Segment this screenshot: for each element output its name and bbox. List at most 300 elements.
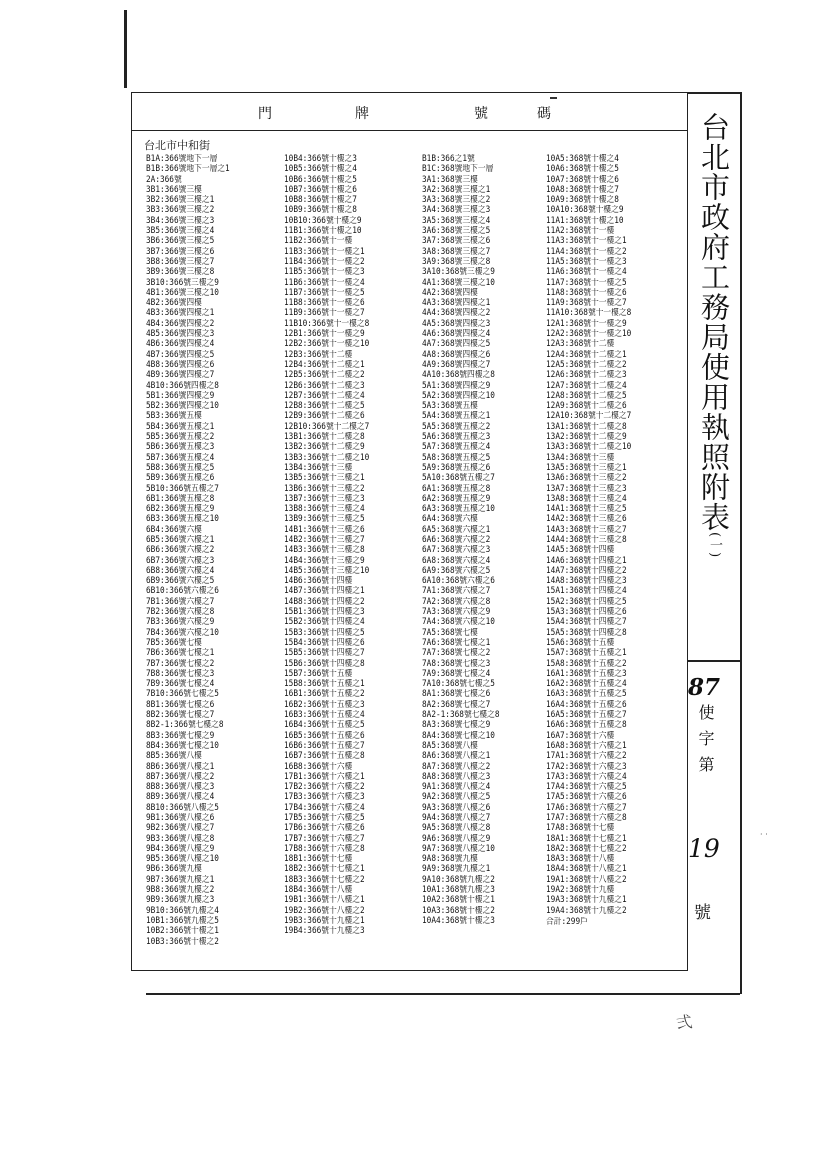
- address-entry: 13B6:366號十三樓之2: [284, 483, 365, 494]
- address-entry: 19B2:366號十八樓之2: [284, 905, 365, 916]
- license-year: 87: [688, 674, 721, 701]
- address-entry: 19B1:366號十八樓之1: [284, 895, 365, 906]
- address-table-frame: [131, 92, 688, 971]
- address-entry: 15B6:366號十四樓之8: [284, 658, 365, 669]
- address-entry: 15A7:368號十五樓之1: [546, 648, 627, 659]
- address-entry: 9B7:366號九樓之1: [146, 874, 215, 885]
- address-entry: 3B7:366號三樓之6: [146, 246, 215, 257]
- address-entry: 11B1:366號十樓之10: [284, 226, 362, 237]
- address-entry: 16A7:368號十六樓: [546, 730, 615, 741]
- address-entry: 12A9:368號十二樓之6: [546, 401, 627, 412]
- address-entry: 7A5:368號七樓: [422, 627, 478, 638]
- address-entry: 12B5:366號十二樓之2: [284, 370, 365, 381]
- address-entry: 18A4:368號十八樓之1: [546, 864, 627, 875]
- address-entry: 8A7:368號八樓之2: [422, 761, 491, 772]
- address-entry: 19B3:366號十九樓之1: [284, 915, 365, 926]
- address-entry: 12A1:368號十一樓之9: [546, 318, 627, 329]
- address-entry: 5A1:368號四樓之9: [422, 380, 491, 391]
- address-entry: 9B10:366號九樓之4: [146, 905, 219, 916]
- address-entry: 12A7:368號十二樓之4: [546, 380, 627, 391]
- address-entry: 14B3:366號十三樓之8: [284, 545, 365, 556]
- address-entry: 15A3:368號十四樓之6: [546, 607, 627, 618]
- address-entry: 17A1:368號十六樓之2: [546, 751, 627, 762]
- address-entry: B1A:366號地下一層: [146, 154, 218, 164]
- address-entry: 4A9:368號四樓之7: [422, 359, 491, 370]
- address-entry: 6A1:368號五樓之8: [422, 483, 491, 494]
- address-entry: 7A7:368號七樓之2: [422, 648, 491, 659]
- address-entry: 17B5:366號十六樓之5: [284, 813, 365, 823]
- address-entry: 14B2:366號十三樓之7: [284, 534, 365, 545]
- address-entry: 3A8:368號三樓之7: [422, 246, 491, 257]
- divider-line-bottom: [146, 993, 740, 995]
- address-entry: B1B:366之1號: [422, 154, 475, 164]
- address-entry: 7B2:366號六樓之8: [146, 607, 215, 618]
- address-entry: 12B8:366號十二樓之5: [284, 401, 365, 412]
- address-entry: 4A3:368號四樓之1: [422, 298, 491, 309]
- address-entry: 15B3:366號十四樓之5: [284, 627, 365, 638]
- address-entry: 18B1:366號十七樓: [284, 854, 353, 865]
- address-entry: 17B3:366號十六樓之3: [284, 792, 365, 803]
- address-entry: 15A1:368號十四樓之4: [546, 586, 627, 597]
- address-entry: 14B8:366號十四樓之2: [284, 596, 365, 607]
- address-entry: 10B1:366號九樓之5: [146, 915, 219, 926]
- address-entry: 9A4:368號八樓之7: [422, 813, 491, 823]
- address-entry: 10A3:368號十樓之2: [422, 905, 495, 916]
- address-entry: 17A5:368號十六樓之6: [546, 792, 627, 803]
- address-entry: 11B6:366號十一樓之4: [284, 277, 365, 288]
- address-entry: 6A3:368號五樓之10: [422, 504, 495, 515]
- address-entry: 12A6:368號十二樓之3: [546, 370, 627, 381]
- address-entry: 18A2:368號十七樓之2: [546, 843, 627, 854]
- header-label-number: 號: [474, 106, 489, 122]
- address-entry: 10B3:366號十樓之2: [146, 936, 219, 947]
- address-entry: 13B3:366號十二樓之10: [284, 452, 370, 463]
- document-title: [690, 112, 738, 558]
- address-entry: 3A5:368號三樓之4: [422, 215, 491, 226]
- address-entry: 10A8:368號十樓之7: [546, 184, 619, 195]
- address-entry: 16B2:366號十五樓之3: [284, 699, 365, 710]
- address-entry: 17B7:366號十六樓之7: [284, 833, 365, 844]
- address-entry: 15B2:366號十四樓之4: [284, 617, 365, 628]
- address-entry: 7A8:368號七樓之3: [422, 658, 491, 669]
- address-entry: 8B2:366號七樓之7: [146, 710, 215, 721]
- address-entry: 13A3:368號十二樓之10: [546, 442, 632, 453]
- address-entry: 7B10:366號七樓之5: [146, 689, 219, 700]
- address-entry: B1C:368號地下一層: [422, 164, 494, 175]
- address-entry: 4B10:366號四樓之8: [146, 380, 219, 391]
- address-entry: 9A5:368號八樓之8: [422, 823, 491, 834]
- address-entry: 6A7:368號六樓之3: [422, 545, 491, 556]
- address-entry: 11A4:368號十一樓之2: [546, 246, 627, 257]
- street-name: 台北市中和街: [144, 139, 210, 152]
- address-entry: 13B7:366號十三樓之3: [284, 493, 365, 504]
- address-entry: 16B1:366號十五樓之2: [284, 689, 365, 700]
- address-entry: 4B9:366號四樓之7: [146, 370, 215, 381]
- address-entry: 3B3:366號三樓之2: [146, 205, 215, 216]
- address-entry: 3A2:368號三樓之1: [422, 184, 491, 195]
- address-entry: 3B4:366號三樓之3: [146, 215, 215, 226]
- address-entry: 14A1:368號十三樓之5: [546, 504, 627, 515]
- address-entry: 6A6:368號六樓之2: [422, 534, 491, 545]
- address-entry: 13A5:368號十三樓之1: [546, 462, 627, 473]
- address-entry: 17B8:366號十六樓之8: [284, 843, 365, 854]
- license-label: 使字第: [696, 704, 715, 782]
- address-entry: 6A9:368號六樓之5: [422, 565, 491, 576]
- address-entry: 16B5:366號十五樓之6: [284, 730, 365, 741]
- address-entry: 6A8:368號六樓之4: [422, 555, 491, 566]
- address-entry: 15B5:366號十四樓之7: [284, 648, 365, 659]
- address-entry: 17A4:368號十六樓之5: [546, 782, 627, 793]
- address-entry: 11A5:368號十一樓之3: [546, 256, 627, 267]
- address-entry: 7A6:368號七樓之1: [422, 637, 491, 648]
- address-entry: 6B4:366號六樓: [146, 524, 202, 535]
- address-entry: 12A5:368號十二樓之2: [546, 359, 627, 370]
- address-entry: 6B7:366號六樓之3: [146, 555, 215, 566]
- address-entry: 11B10:366號十一樓之8: [284, 318, 370, 329]
- address-entry: 9A1:368號八樓之4: [422, 782, 491, 793]
- address-entry: 9A10:368號九樓之2: [422, 874, 495, 885]
- address-entry: 10B7:366號十樓之6: [284, 184, 357, 195]
- address-entry: 3A9:368號三樓之8: [422, 256, 491, 267]
- address-entry: 11A9:368號十一樓之7: [546, 298, 627, 309]
- address-entry: 16A8:368號十六樓之1: [546, 740, 627, 751]
- address-entry: 14B5:366號十三樓之10: [284, 565, 370, 576]
- address-entry: 10B5:366號十樓之4: [284, 164, 357, 175]
- scan-edge-mark: [124, 10, 127, 88]
- address-entry: 16B6:366號十五樓之7: [284, 740, 365, 751]
- address-entry: 7B4:366號六樓之10: [146, 627, 219, 638]
- address-entry: 9B5:366號八樓之10: [146, 854, 219, 865]
- address-entry: 10B9:366號十樓之8: [284, 205, 357, 216]
- address-entry: 11A6:368號十一樓之4: [546, 267, 627, 278]
- address-entry: 17A2:368號十六樓之3: [546, 761, 627, 772]
- address-entry: 8B9:366號八樓之4: [146, 792, 215, 803]
- address-entry: 13B9:366號十三樓之5: [284, 514, 365, 525]
- document-title-text: 台北市政府工務局使用執照附表: [697, 112, 731, 532]
- address-entry: 10A1:368號九樓之3: [422, 885, 495, 896]
- address-entry: 9B4:366號八樓之9: [146, 843, 215, 854]
- address-entry: 8B7:366號八樓之2: [146, 771, 215, 782]
- address-entry: 10B10:366號十樓之9: [284, 215, 362, 226]
- header-label-code: 碼: [537, 106, 552, 122]
- address-entry: 4B1:366號三樓之10: [146, 287, 219, 298]
- address-entry: 4A2:368號四樓: [422, 287, 478, 298]
- address-entry: 8A5:368號八樓: [422, 740, 478, 751]
- address-entry: 17A8:368號十七樓: [546, 823, 615, 834]
- address-entry: 3B6:366號三樓之5: [146, 236, 215, 247]
- address-entry: 9A6:368號八樓之9: [422, 833, 491, 844]
- address-entry: 8B6:366號八樓之1: [146, 761, 215, 772]
- address-entry: 15A8:368號十五樓之2: [546, 658, 627, 669]
- address-entry: 10B8:366號十樓之7: [284, 195, 357, 206]
- address-entry: 13A6:368號十三樓之2: [546, 473, 627, 484]
- address-entry: 16B7:366號十五樓之8: [284, 751, 365, 762]
- address-entry: 7B1:366號六樓之7: [146, 596, 215, 607]
- address-entry: 12A2:368號十一樓之10: [546, 329, 632, 340]
- address-entry: 12B3:366號十二樓: [284, 349, 353, 360]
- address-entry: 18B2:366號十七樓之1: [284, 864, 365, 875]
- address-entry: 7A1:368號六樓之7: [422, 586, 491, 597]
- address-entry: 10A6:368號十樓之5: [546, 164, 619, 175]
- address-entry: 18A1:368號十七樓之1: [546, 833, 627, 844]
- address-entry: 18B3:366號十七樓之2: [284, 874, 365, 885]
- address-entry: 18A3:368號十八樓: [546, 854, 615, 865]
- table-header: [132, 93, 687, 131]
- address-entry: 16B3:366號十五樓之4: [284, 710, 365, 721]
- address-entry: 3A10:368號三樓之9: [422, 267, 495, 278]
- address-entry: 3A4:368號三樓之3: [422, 205, 491, 216]
- address-entry: 14A2:368號十三樓之6: [546, 514, 627, 525]
- address-entry: 7B5:366號七樓: [146, 637, 202, 648]
- address-entry: 11A1:368號十樓之10: [546, 215, 624, 226]
- address-entry: 3A7:368號三樓之6: [422, 236, 491, 247]
- address-entry: 10A2:368號十樓之1: [422, 895, 495, 906]
- address-entry: 8A6:368號八樓之1: [422, 751, 491, 762]
- address-entry: 16A5:368號十五樓之7: [546, 710, 627, 721]
- address-column-4: [546, 154, 631, 927]
- address-entry: 9A7:368號八樓之10: [422, 843, 495, 854]
- license-end: 號: [694, 903, 711, 923]
- address-entry: 19A2:368號十九樓: [546, 885, 615, 896]
- address-entry: 6B5:366號六樓之1: [146, 534, 215, 545]
- address-entry: 12B4:366號十二樓之1: [284, 359, 365, 370]
- address-entry: 5A9:368號五樓之6: [422, 462, 491, 473]
- address-entry: 11A3:368號十一樓之1: [546, 236, 627, 247]
- address-entry: 6B9:366號六樓之5: [146, 576, 215, 587]
- address-entry: 13A2:368號十二樓之9: [546, 432, 627, 443]
- address-entry: 19A3:368號十九樓之1: [546, 895, 627, 906]
- address-entry: 8A2-1:368號七樓之8: [422, 710, 500, 721]
- address-entry: 12B6:366號十二樓之3: [284, 380, 365, 391]
- address-entry: 6A4:368號六樓: [422, 514, 478, 525]
- address-entry: 9B2:366號八樓之7: [146, 823, 215, 834]
- address-entry: 15A6:368號十五樓: [546, 637, 615, 648]
- address-entry: 4B4:366號四樓之2: [146, 318, 215, 329]
- address-entry: 11B7:366號十一樓之5: [284, 287, 365, 298]
- address-entry: 10A7:368號十樓之6: [546, 174, 619, 185]
- address-entry: 6A10:368號六樓之6: [422, 576, 495, 587]
- address-entry: 13B2:366號十二樓之9: [284, 442, 365, 453]
- address-entry: 8B5:366號八樓: [146, 751, 202, 762]
- address-entry: 8B2-1:366號七樓之8: [146, 720, 224, 731]
- address-entry: 5B4:366號五樓之1: [146, 421, 215, 432]
- address-entry: 5A5:368號五樓之2: [422, 421, 491, 432]
- address-entry: 17A6:368號十六樓之7: [546, 802, 627, 813]
- address-entry: 5A8:368號五樓之5: [422, 452, 491, 463]
- address-entry: 11B9:366號十一樓之7: [284, 308, 365, 319]
- address-entry: 16A2:368號十五樓之4: [546, 679, 627, 690]
- address-entry: 3B10:366號三樓之9: [146, 277, 219, 288]
- address-entry: 3A3:368號三樓之2: [422, 195, 491, 206]
- address-entry: 4B3:366號四樓之1: [146, 308, 215, 319]
- address-entry: 6B1:366號五樓之8: [146, 493, 215, 504]
- address-entry: 17A7:368號十六樓之8: [546, 813, 627, 823]
- address-entry: 6B3:366號五樓之10: [146, 514, 219, 525]
- document-title-suffix: (一): [707, 532, 722, 559]
- address-entry: 15A4:368號十四樓之7: [546, 617, 627, 628]
- address-entry: 3A6:368號三樓之5: [422, 226, 491, 237]
- address-entry: 5A4:368號五樓之1: [422, 411, 491, 422]
- license-side-panel: [688, 92, 740, 992]
- address-entry: 7B8:366號七樓之3: [146, 668, 215, 679]
- address-entry: 14B7:366號十四樓之1: [284, 586, 365, 597]
- address-entry: 11B3:366號十一樓之1: [284, 246, 365, 257]
- address-entry: 13B5:366號十三樓之1: [284, 473, 365, 484]
- address-entry: 9A9:368號九樓之1: [422, 864, 491, 875]
- address-entry: 17A3:368號十六樓之4: [546, 771, 627, 782]
- address-entry: 4A1:368號三樓之10: [422, 277, 495, 288]
- address-entry: 12A3:368號十二樓: [546, 339, 615, 350]
- address-entry: 11B2:366號十一樓: [284, 236, 353, 247]
- address-column-3: [422, 154, 500, 926]
- address-entry: 10B2:366號十樓之1: [146, 926, 219, 937]
- address-entry: 4B5:366號四樓之3: [146, 329, 215, 340]
- address-entry: 19A4:368號十九樓之2: [546, 905, 627, 916]
- address-entry: 16B4:366號十五樓之5: [284, 720, 365, 731]
- address-entry: 5B2:366號四樓之10: [146, 401, 219, 412]
- address-column-2: [284, 154, 369, 937]
- address-entry: 3B2:366號三樓之1: [146, 195, 215, 206]
- address-entry: 4A4:368號四樓之2: [422, 308, 491, 319]
- address-entry: 14A8:368號十四樓之3: [546, 576, 627, 587]
- address-entry: 4B6:366號四樓之4: [146, 339, 215, 350]
- address-entry: 5B8:366號五樓之5: [146, 462, 215, 473]
- address-entry: 9A2:368號八樓之5: [422, 792, 491, 803]
- address-entry: 5A3:368號五樓: [422, 401, 478, 412]
- address-entry: 14A3:368號十三樓之7: [546, 524, 627, 535]
- address-entry: 12A8:368號十二樓之5: [546, 390, 627, 401]
- address-entry: 6B8:366號六樓之4: [146, 565, 215, 576]
- address-entry: 14A5:368號十四樓: [546, 545, 615, 556]
- address-entry: 7B9:366號七樓之4: [146, 679, 215, 690]
- address-entry: 15A2:368號十四樓之5: [546, 596, 627, 607]
- address-entry: 12B1:366號十一樓之9: [284, 329, 365, 340]
- address-entry: 9B1:366號八樓之6: [146, 813, 215, 823]
- address-entry: 17B6:366號十六樓之6: [284, 823, 365, 834]
- address-entry: 5B5:366號五樓之2: [146, 432, 215, 443]
- address-entry: 14A6:368號十四樓之1: [546, 555, 627, 566]
- address-entry: 12B7:366號十二樓之4: [284, 390, 365, 401]
- address-entry: 16A1:368號十五樓之3: [546, 668, 627, 679]
- address-entry: 13A8:368號十三樓之4: [546, 493, 627, 504]
- address-entry: 12A10:368號十二樓之7: [546, 411, 632, 422]
- address-entry: 5B1:366號四樓之9: [146, 390, 215, 401]
- address-entry: 16A6:368號十五樓之8: [546, 720, 627, 731]
- address-entry: 8A2:368號七樓之7: [422, 699, 491, 710]
- address-entry: 13A1:368號十二樓之8: [546, 421, 627, 432]
- total-count: 合計:299戶: [546, 916, 588, 927]
- address-entry: 8B1:366號七樓之6: [146, 699, 215, 710]
- address-entry: 4B8:366號四樓之6: [146, 359, 215, 370]
- address-entry: 10A4:368號十樓之3: [422, 915, 495, 926]
- address-entry: 14A4:368號十三樓之8: [546, 534, 627, 545]
- address-entry: 19B4:366號十九樓之3: [284, 926, 365, 937]
- address-entry: 15B8:366號十五樓之1: [284, 679, 365, 690]
- address-entry: 8A4:368號七樓之10: [422, 730, 495, 741]
- address-entry: 5B6:366號五樓之3: [146, 442, 215, 453]
- address-entry: 4B7:366號四樓之5: [146, 349, 215, 360]
- address-listing: [144, 137, 674, 967]
- address-entry: 11B4:366號十一樓之2: [284, 256, 365, 267]
- address-entry: 9B9:366號九樓之3: [146, 895, 215, 906]
- address-entry: 13B1:366號十二樓之8: [284, 432, 365, 443]
- address-entry: 16A4:368號十五樓之6: [546, 699, 627, 710]
- address-entry: 8A3:368號七樓之9: [422, 720, 491, 731]
- address-entry: 17B1:366號十六樓之1: [284, 771, 365, 782]
- address-entry: 7A9:368號七樓之4: [422, 668, 491, 679]
- address-entry: 7B6:366號七樓之1: [146, 648, 215, 659]
- address-entry: 14B6:366號十四樓: [284, 576, 353, 587]
- address-entry: 13A7:368號十三樓之3: [546, 483, 627, 494]
- address-entry: 7B3:366號六樓之9: [146, 617, 215, 628]
- address-entry: 5A10:368號五樓之7: [422, 473, 495, 484]
- address-entry: 3B8:366號三樓之7: [146, 256, 215, 267]
- address-entry: 5A2:368號四樓之10: [422, 390, 495, 401]
- address-entry: 3B5:366號三樓之4: [146, 226, 215, 237]
- address-entry: 8B8:366號八樓之3: [146, 782, 215, 793]
- address-entry: 17B4:366號十六樓之4: [284, 802, 365, 813]
- address-entry: 5B10:366號五樓之7: [146, 483, 219, 494]
- address-entry: 14B1:366號十三樓之6: [284, 524, 365, 535]
- address-entry: 6A2:368號五樓之9: [422, 493, 491, 504]
- address-entry: 7A3:368號六樓之9: [422, 607, 491, 618]
- address-entry: 7B7:366號七樓之2: [146, 658, 215, 669]
- address-entry: 8B4:366號七樓之10: [146, 740, 219, 751]
- address-entry: 14A7:368號十四樓之2: [546, 565, 627, 576]
- address-entry: 10A9:368號十樓之8: [546, 195, 619, 206]
- address-entry: 11B8:366號十一樓之6: [284, 298, 365, 309]
- address-entry: 10B4:366號十樓之3: [284, 154, 357, 164]
- address-entry: 6B10:366號六樓之6: [146, 586, 219, 597]
- address-entry: 3B9:366號三樓之8: [146, 267, 215, 278]
- address-entry: 4A6:368號四樓之4: [422, 329, 491, 340]
- address-entry: 16A3:368號十五樓之5: [546, 689, 627, 700]
- address-entry: 3A1:368號三樓: [422, 174, 478, 185]
- address-entry: 2A:366號: [146, 174, 182, 185]
- address-entry: 5B3:366號五樓: [146, 411, 202, 422]
- address-entry: 13A4:368號十三樓: [546, 452, 615, 463]
- address-entry: 6A5:368號六樓之1: [422, 524, 491, 535]
- address-entry: 13B4:366號十三樓: [284, 462, 353, 473]
- address-entry: 6B2:366號五樓之9: [146, 504, 215, 515]
- address-entry: 12B9:366號十二樓之6: [284, 411, 365, 422]
- address-entry: 4A7:368號四樓之5: [422, 339, 491, 350]
- handwritten-mark: 弍: [674, 1011, 694, 1034]
- address-entry: 8A1:368號七樓之6: [422, 689, 491, 700]
- address-entry: 4A8:368號四樓之6: [422, 349, 491, 360]
- panel-separator: [688, 660, 740, 662]
- address-entry: 5B9:366號五樓之6: [146, 473, 215, 484]
- header-label-plate: 牌: [355, 106, 370, 122]
- address-entry: 11A10:368號十一樓之8: [546, 308, 632, 319]
- address-entry: 5B7:366號五樓之4: [146, 452, 215, 463]
- address-entry: 15A5:368號十四樓之8: [546, 627, 627, 638]
- address-entry: 9A8:368號九樓: [422, 854, 478, 865]
- address-entry: 15B1:366號十四樓之3: [284, 607, 365, 618]
- address-entry: 11A8:368號十一樓之6: [546, 287, 627, 298]
- address-entry: 7A2:368號六樓之8: [422, 596, 491, 607]
- address-entry: 4B2:366號四樓: [146, 298, 202, 309]
- address-entry: 17B2:366號十六樓之2: [284, 782, 365, 793]
- address-entry: 9B8:366號九樓之2: [146, 885, 215, 896]
- address-entry: 12B10:366號十二樓之7: [284, 421, 370, 432]
- address-entry: 18B4:366號十八樓: [284, 885, 353, 896]
- address-entry: 6B6:366號六樓之2: [146, 545, 215, 556]
- address-entry: 10A5:368號十樓之4: [546, 154, 619, 164]
- address-column-1: [146, 154, 230, 947]
- address-entry: 9B3:366號八樓之8: [146, 833, 215, 844]
- address-entry: 14B4:366號十三樓之9: [284, 555, 365, 566]
